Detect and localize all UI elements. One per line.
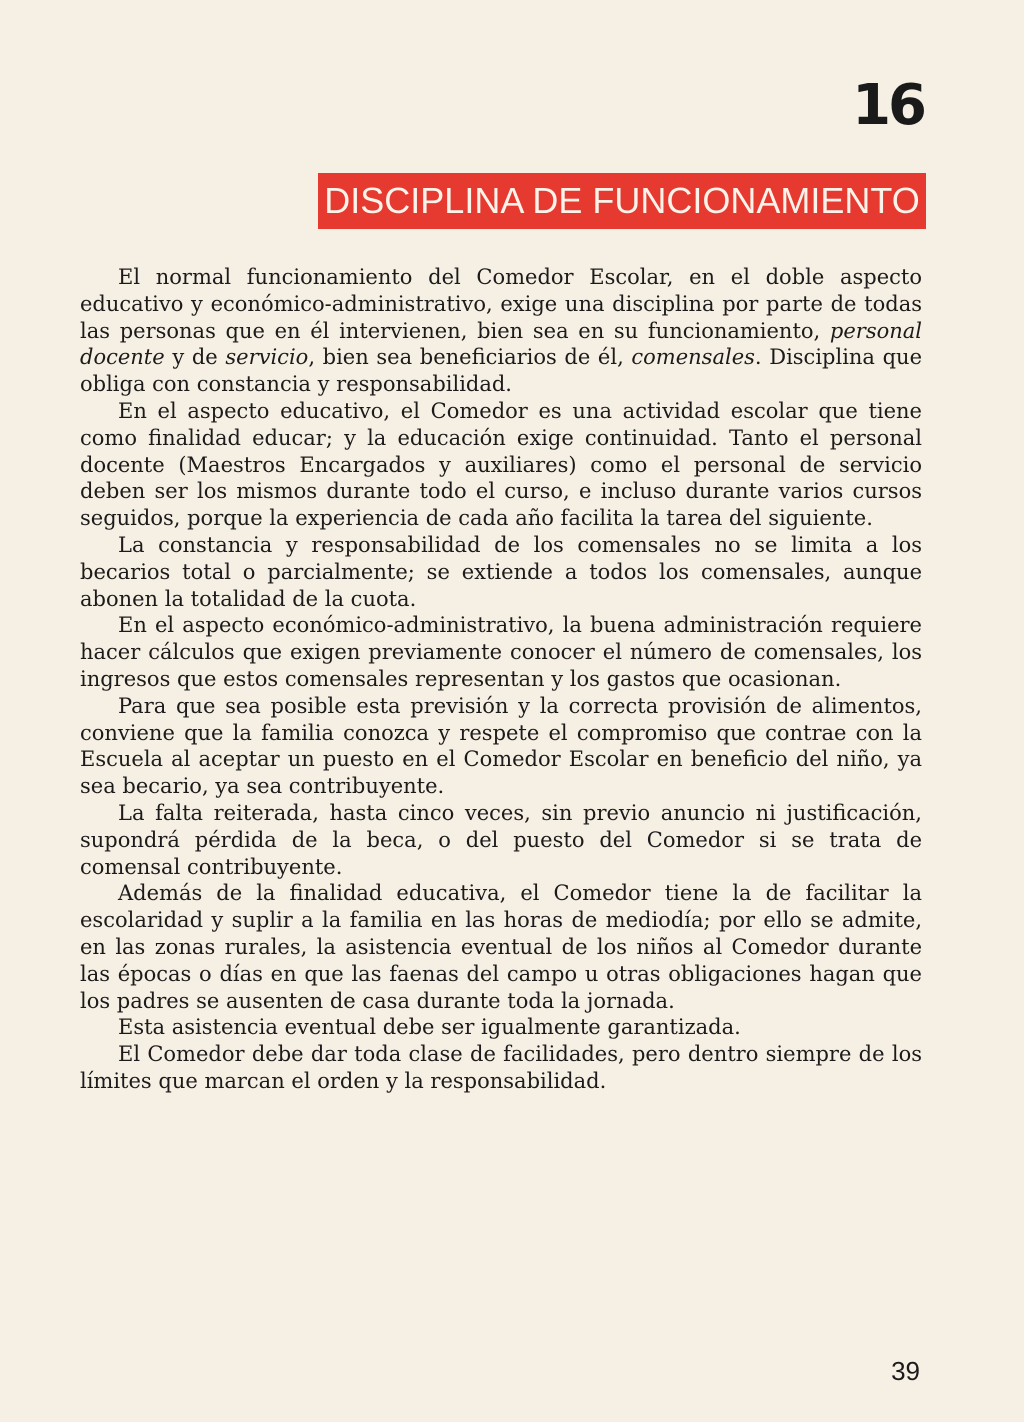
section-title: DISCIPLINA DE FUNCIONAMIENTO bbox=[324, 180, 920, 221]
paragraph-3: La constancia y responsabilidad de los comensales no se limita a los becarios total o parcialmente; se extiende a todos los comensales, aunque abonen la totalidad de la cuota. bbox=[80, 532, 922, 611]
section-title-banner bbox=[318, 173, 926, 229]
paragraph-1-text-g: . Disciplina que obliga con constancia y responsabilidad. bbox=[80, 345, 922, 397]
paragraph-4: En el aspecto económico-administrativo, la buena administración requiere hacer cálculos que exigen previamente conocer el número de comensales, los ingresos que estos comensales representan y los gastos que ocasionan. bbox=[80, 613, 922, 691]
paragraph-1-emphasis-servicio: servicio bbox=[225, 345, 309, 370]
paragraph-2: En el aspecto educativo, el Comedor es una actividad escolar que tiene como finalidad educar; y la educación exige continuidad. Tanto el personal docente (Maestros Encargados y auxiliares) como el personal de servicio deben ser los mismos durante todo el curso, e incluso durante varios cursos seguidos, porque la experiencia de cada año facilita la tarea del siguiente. bbox=[80, 398, 922, 531]
paragraph-5: Para que sea posible esta previsión y la correcta provisión de alimentos, conviene que la familia conozca y respete el compromiso que contrae con la Escuela al aceptar un puesto en el Comedor Escolar en beneficio del niño, ya sea becario, ya sea contribuyente. bbox=[80, 693, 922, 799]
paragraph-1-emphasis-personal-docente: personal docente bbox=[80, 318, 922, 370]
paragraph-8: Esta asistencia eventual debe ser igualmente garantizada. bbox=[118, 1015, 741, 1040]
paragraph-6: La falta reiterada, hasta cinco veces, sin previo anuncio ni justificación, supondrá pérdida de la beca, o del puesto del Comedor si se trata de comensal contribuyente. bbox=[80, 800, 922, 879]
paragraph-9: El Comedor debe dar toda clase de facilidades, pero dentro siempre de los límites que marcan el orden y la responsabilidad. bbox=[80, 1042, 922, 1093]
page-number: 39 bbox=[891, 1356, 920, 1386]
chapter-number: 16 bbox=[852, 73, 924, 138]
paragraph-1-text-a: El normal funcionamiento del Comedor Escolar, en el doble aspecto educativo y económico-administrativo, exige una disciplina por parte de todas las personas que en él intervienen, bien sea en su funcionamiento, bbox=[80, 265, 922, 343]
paragraph-1-text-e: , bien sea beneficiarios de él, bbox=[308, 345, 632, 370]
body-text bbox=[80, 264, 922, 1095]
paragraph-1 bbox=[80, 264, 922, 398]
paragraph-7: Además de la finalidad educativa, el Comedor tiene la de facilitar la escolaridad y suplir a la familia en las horas de mediodía; por ello se admite, en las zonas rurales, la asistencia eventual de los niños al Comedor durante las épocas o días en que las faenas del campo u otras obligaciones hagan que los padres se ausenten de casa durante toda la jornada. bbox=[80, 881, 922, 1013]
paragraph-1-emphasis-comensales: comensales bbox=[631, 345, 755, 370]
paragraph-1-text-c: y de bbox=[164, 345, 226, 370]
